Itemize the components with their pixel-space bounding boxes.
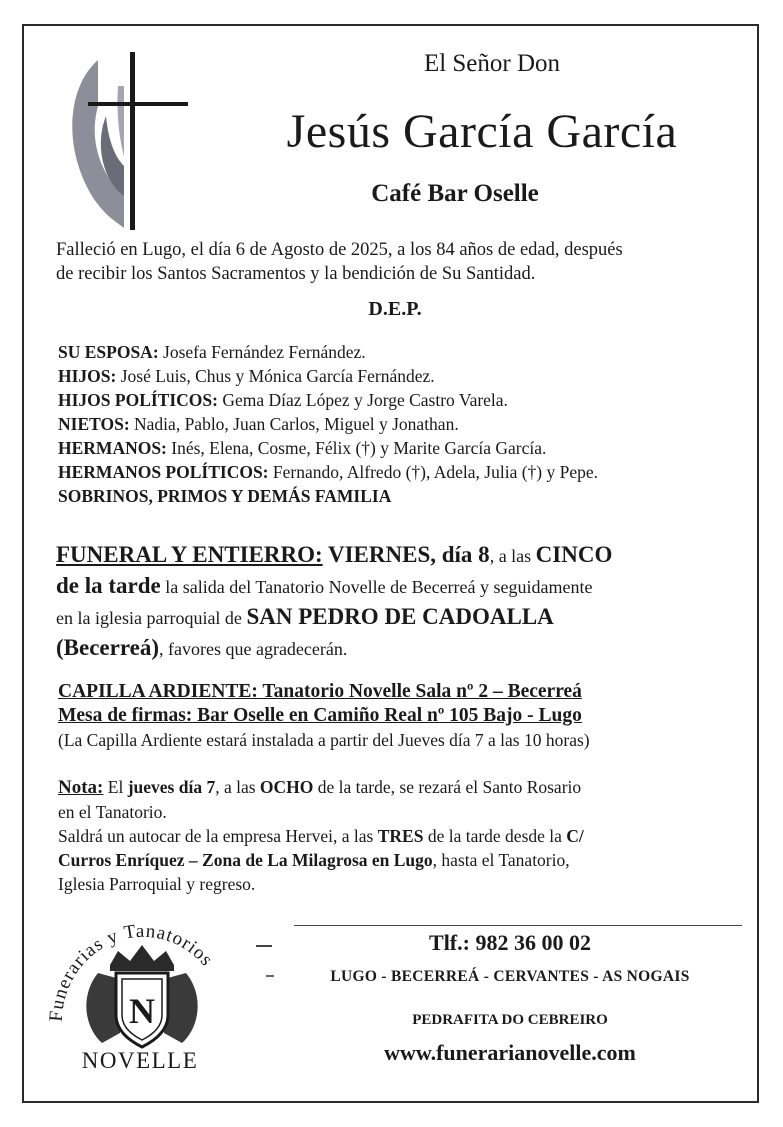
family-names: José Luis, Chus y Mónica García Fernández. [116,366,435,386]
death-notice [56,238,736,286]
church-name: SAN PEDRO DE CADOALLA [246,604,554,629]
deceased-name: Jesús García García [286,105,678,158]
signatures-line: Mesa de firmas: Bar Oselle en Camiño Real nº 105 Bajo - Lugo [58,705,582,726]
capilla-note: (La Capilla Ardiente estará instalada a partir del Jueves día 7 a las 10 horas) [58,730,590,750]
intro-text: El Señor Don [423,50,561,77]
nota-bold: C/ [566,826,584,846]
family-label: HERMANOS: [58,438,167,458]
funeral-text: , favores que agradecerán. [159,639,348,659]
nota-text: , hasta el Tanatorio, [432,850,570,870]
family-row [58,340,748,364]
funeral-line [56,571,756,602]
funeral-line [56,602,756,633]
nota-line [58,775,758,800]
nota-text: Saldrá un autocar de la empresa Hervei, a las [58,826,378,846]
notice-line: Falleció en Lugo, el día 6 de Agosto de 2025, a los 84 años de edad, después [56,240,623,260]
family-names: Fernando, Alfredo (†), Adela, Julia (†) y Pepe. [268,462,599,482]
funeral-line [56,540,756,571]
nota-text: , a las [215,777,260,797]
family-label: HIJOS: [58,366,117,386]
cross-flame-icon [58,46,190,236]
family-label: HIJOS POLÍTICOS: [58,390,218,410]
family-row [58,484,748,508]
footer-divider [294,925,742,926]
family-names: Josefa Fernández Fernández. [158,342,366,362]
nota-bold: OCHO [259,777,314,797]
family-label: NIETOS: [58,414,130,434]
funeral-hour: CINCO [535,542,613,567]
funeral-section [56,540,756,664]
family-names: Inés, Elena, Cosme, Félix (†) y Marite García García. [166,438,547,458]
logo-brand: NOVELLE [81,1048,199,1073]
nota-bold: jueves día 7 [127,777,216,797]
dep-text: D.E.P. [368,298,422,320]
capilla-section [58,680,758,752]
church-town: (Becerreá) [56,635,159,660]
family-row [58,460,748,484]
website-link[interactable]: www.funerarianovelle.com [384,1040,636,1065]
nota-line [58,848,758,872]
logo-arc-text: Funerarias y Tanatorios [45,920,218,1023]
family-names: Gema Díaz López y Jorge Castro Varela. [217,390,508,410]
nota-text: de la tarde, se rezará el Santo Rosario [313,777,582,797]
nota-line [58,824,758,848]
nota-section [58,775,758,896]
phone-number: Tlf.: 982 36 00 02 [429,930,591,955]
business-name: Café Bar Oselle [371,180,539,207]
nota-label: Nota: [58,777,104,798]
locations: LUGO - BECERREÁ - CERVANTES - AS NOGAIS [330,968,690,985]
family-row [58,436,748,460]
funeral-line [56,633,756,664]
funeral-text: la salida del Tanatorio Novelle de Becerreá y seguidamente [160,577,593,597]
nota-bold: TRES [377,826,424,846]
funeral-time: de la tarde [56,573,161,598]
nota-text: de la tarde desde la [423,826,567,846]
nota-line: Iglesia Parroquial y regreso. [58,874,256,894]
funeral-text: en la iglesia parroquial de [56,608,247,628]
location-pedrafita: PEDRAFITA DO CEBREIRO [412,1012,608,1028]
family-row [58,412,748,436]
family-names: Nadia, Pablo, Juan Carlos, Miguel y Jonathan. [129,414,459,434]
family-label: SOBRINOS, PRIMOS Y DEMÁS FAMILIA [58,486,392,506]
family-label: SU ESPOSA: [58,342,159,362]
nota-line: en el Tanatorio. [58,802,167,822]
funeral-text: , a las [489,546,536,566]
family-label: HERMANOS POLÍTICOS: [58,462,269,482]
logo-letter: N [129,991,155,1031]
nota-text: El [103,777,128,797]
family-row [58,364,748,388]
capilla-line: CAPILLA ARDIENTE: Tanatorio Novelle Sala nº 2 – Becerreá [58,681,582,702]
funeral-day: VIERNES, día 8 [322,542,490,567]
family-row [58,388,748,412]
notice-line: de recibir los Santos Sacramentos y la bendición de Su Santidad. [56,264,536,284]
funeral-heading: FUNERAL Y ENTIERRO: [56,542,323,567]
family-list [58,340,748,508]
nota-bold: Curros Enríquez – Zona de La Milagrosa en Lugo [58,850,433,870]
